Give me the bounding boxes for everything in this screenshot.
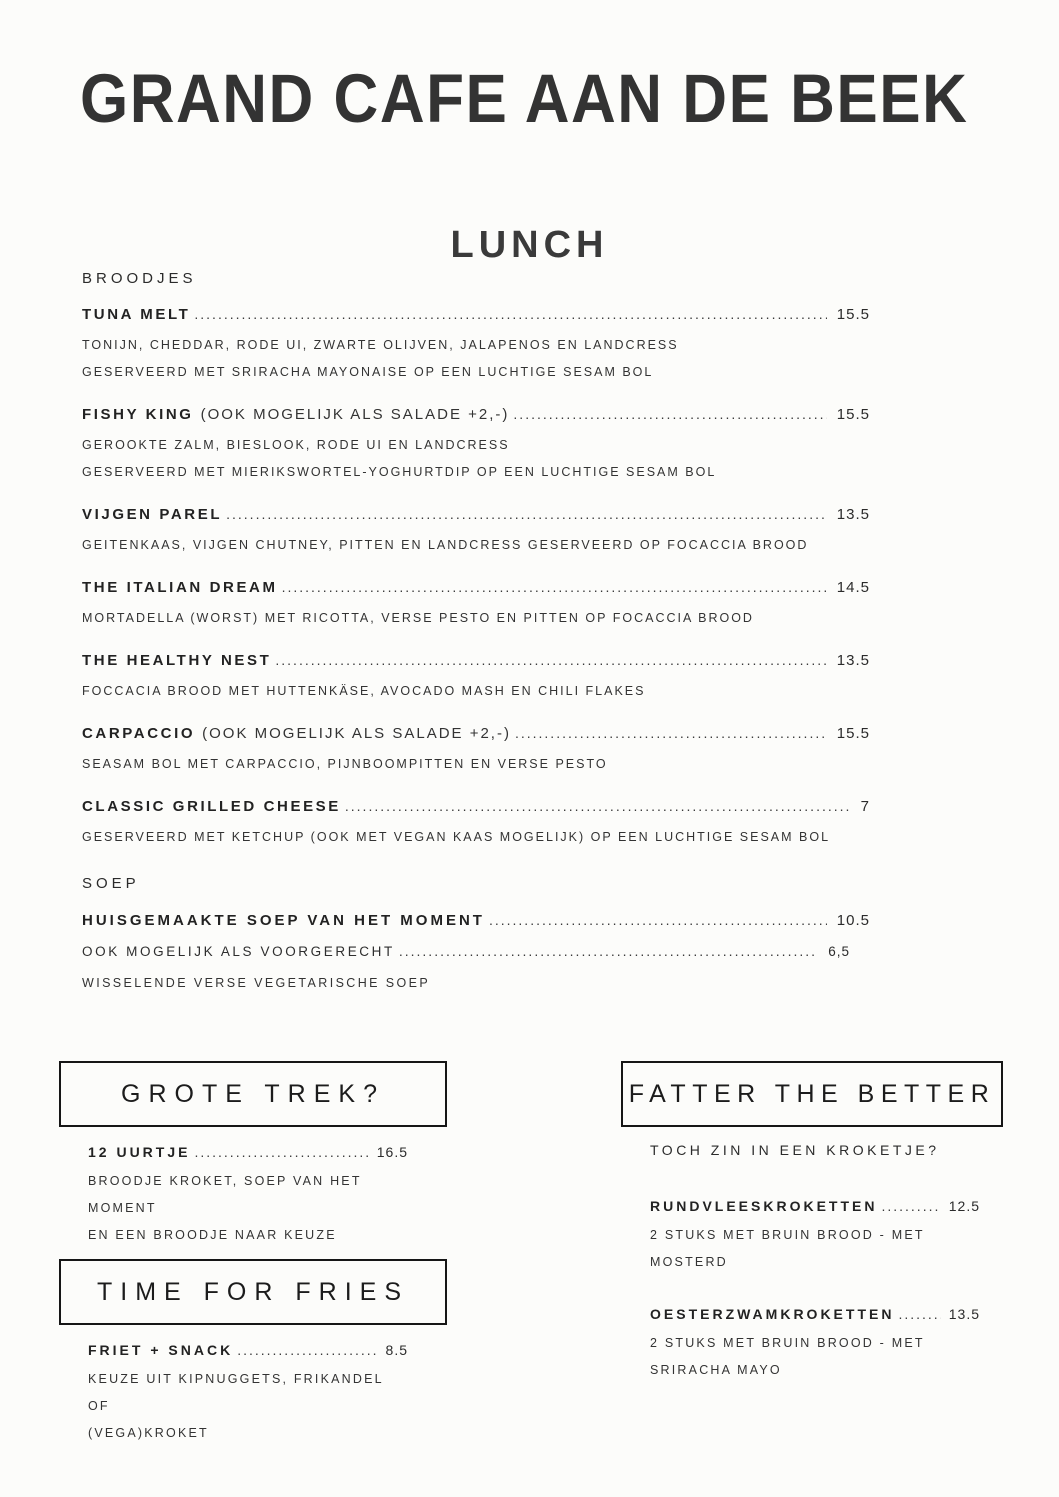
item-price: 13.5 [836,506,870,523]
dot-leader [282,577,827,598]
item-name: TUNA MELT [82,306,191,323]
dot-leader [237,1340,377,1360]
dot-leader [275,650,826,671]
soup-row-main [82,905,870,936]
item-price: 15.5 [836,306,870,323]
menu-item-vijgen-parel [82,504,870,559]
item-suffix: (OOK MOGELIJK ALS SALADE +2,-) [202,725,511,742]
dot-leader [513,404,826,425]
item-price: 15.5 [836,406,870,423]
item-description: SEASAM BOL MET CARPACCIO, PIJNBOOMPITTEN EN VERSE PESTO [82,757,608,771]
item-row [82,304,870,325]
item-descriptions [650,1222,980,1276]
promo-box-fatter-the-better [621,1061,1003,1127]
item-row [82,577,870,598]
item-description: GESERVEERD MET MIERIKSWORTEL-YOGHURTDIP OP EEN LUCHTIGE SESAM BOL [82,465,717,479]
broodjes-list [82,304,870,851]
promo-item-oesterzwamkroketten [650,1304,980,1384]
item-suffix: (OOK MOGELIJK ALS SALADE +2,-) [200,406,510,423]
dot-leader [489,905,827,936]
item-name: FRIET + SNACK [88,1342,234,1358]
soup-row-secondary [82,936,870,967]
item-description: GESERVEERD MET SRIRACHA MAYONAISE OP EEN LUCHTIGE SESAM BOL [82,365,654,379]
item-row [82,650,870,671]
item-description: 2 STUKS MET BRUIN BROOD - MET [650,1228,925,1242]
promo-item-rundvleeskroketten [650,1196,980,1276]
dot-leader [881,1196,940,1216]
box-title: GROTE TREK? [121,1079,385,1108]
item-descriptions [88,1366,408,1447]
promo-item-12-uurtje [88,1142,408,1249]
dot-leader [226,504,827,525]
promo-box-time-for-fries [59,1259,447,1325]
item-description: SRIRACHA MAYO [650,1363,782,1377]
item-row [650,1196,980,1216]
left-column [59,1061,447,1447]
right-column [621,1061,1003,1447]
item-price: 8.5 [385,1342,408,1358]
promo-item-friet-snack [88,1340,408,1447]
item-row [88,1142,408,1162]
item-row [82,796,870,817]
item-price: 15.5 [836,725,870,742]
dot-leader [194,304,826,325]
main-menu-section [82,270,870,997]
item-description: (VEGA)KROKET [88,1426,209,1440]
item-price: 6,5 [828,944,850,959]
item-description: EN EEN BROODJE NAAR KEUZE [88,1228,337,1242]
item-description: BROODJE KROKET, SOEP VAN HET MOMENT [88,1174,362,1215]
item-price: 12.5 [948,1198,980,1214]
dot-leader [399,936,818,967]
menu-item-grilled-cheese [82,796,870,851]
item-price: 13.5 [948,1306,980,1322]
item-name: 12 UURTJE [88,1144,191,1160]
item-price: 7 [860,798,870,815]
menu-item-carpaccio [82,723,870,778]
item-name: VIJGEN PAREL [82,506,223,523]
item-description: GEITENKAAS, VIJGEN CHUTNEY, PITTEN EN LANDCRESS GESERVEERD OP FOCACCIA BROOD [82,538,809,552]
menu-item-italian-dream [82,577,870,632]
item-name: OOK MOGELIJK ALS VOORGERECHT [82,944,395,959]
item-descriptions [88,1168,408,1249]
soep-rows [82,905,870,997]
item-row [82,404,870,425]
dot-leader [345,796,851,817]
item-row [82,504,870,525]
menu-item-tuna-melt [82,304,870,386]
item-row [650,1304,980,1324]
item-name: CARPACCIO [82,725,196,742]
section-label-broodjes: BROODJES [82,270,197,287]
item-description: GESERVEERD MET KETCHUP (OOK MET VEGAN KAAS MOGELIJK) OP EEN LUCHTIGE SESAM BOL [82,830,831,844]
item-row [82,723,870,744]
menu-item-healthy-nest [82,650,870,705]
page-title: GRAND CAFE AAN DE BEEK [80,61,969,138]
box-title: FATTER THE BETTER [628,1079,996,1108]
dot-leader [898,1304,940,1324]
dot-leader [194,1142,368,1162]
item-price: 13.5 [836,652,870,669]
soep-section [82,875,870,997]
item-description: TONIJN, CHEDDAR, RODE UI, ZWARTE OLIJVEN, JALAPENOS EN LANDCRESS [82,338,679,352]
item-description: FOCCACIA BROOD MET HUTTENKÄSE, AVOCADO MASH EN CHILI FLAKES [82,684,646,698]
item-name: HUISGEMAAKTE SOEP VAN HET MOMENT [82,912,485,929]
item-description: MORTADELLA (WORST) MET RICOTTA, VERSE PESTO EN PITTEN OP FOCACCIA BROOD [82,611,754,625]
item-name: CLASSIC GRILLED CHEESE [82,798,341,815]
section-label-soep: SOEP [82,875,140,892]
box-intro: TOCH ZIN IN EEN KROKETJE? [650,1142,940,1158]
dot-leader [515,723,827,744]
bottom-sections [59,1061,1003,1447]
item-name: RUNDVLEESKROKETTEN [650,1198,878,1214]
item-description: 2 STUKS MET BRUIN BROOD - MET [650,1336,925,1350]
item-name: THE HEALTHY NEST [82,652,272,669]
item-price: 16.5 [376,1144,408,1160]
item-descriptions [650,1330,980,1384]
item-description: GEROOKTE ZALM, BIESLOOK, RODE UI EN LANDCRESS [82,438,510,452]
box-title: TIME FOR FRIES [97,1277,409,1306]
item-name: THE ITALIAN DREAM [82,579,278,596]
item-row [88,1340,408,1360]
lunch-heading: LUNCH [450,224,609,266]
item-description: KEUZE UIT KIPNUGGETS, FRIKANDEL OF [88,1372,384,1413]
item-name: FISHY KING [82,406,194,423]
item-name: OESTERZWAMKROKETTEN [650,1306,895,1322]
item-price: 10.5 [836,912,870,929]
promo-box-grote-trek [59,1061,447,1127]
item-price: 14.5 [836,579,870,596]
soup-note: WISSELENDE VERSE VEGETARISCHE SOEP [82,976,431,990]
menu-item-fishy-king [82,404,870,486]
item-description: MOSTERD [650,1255,728,1269]
